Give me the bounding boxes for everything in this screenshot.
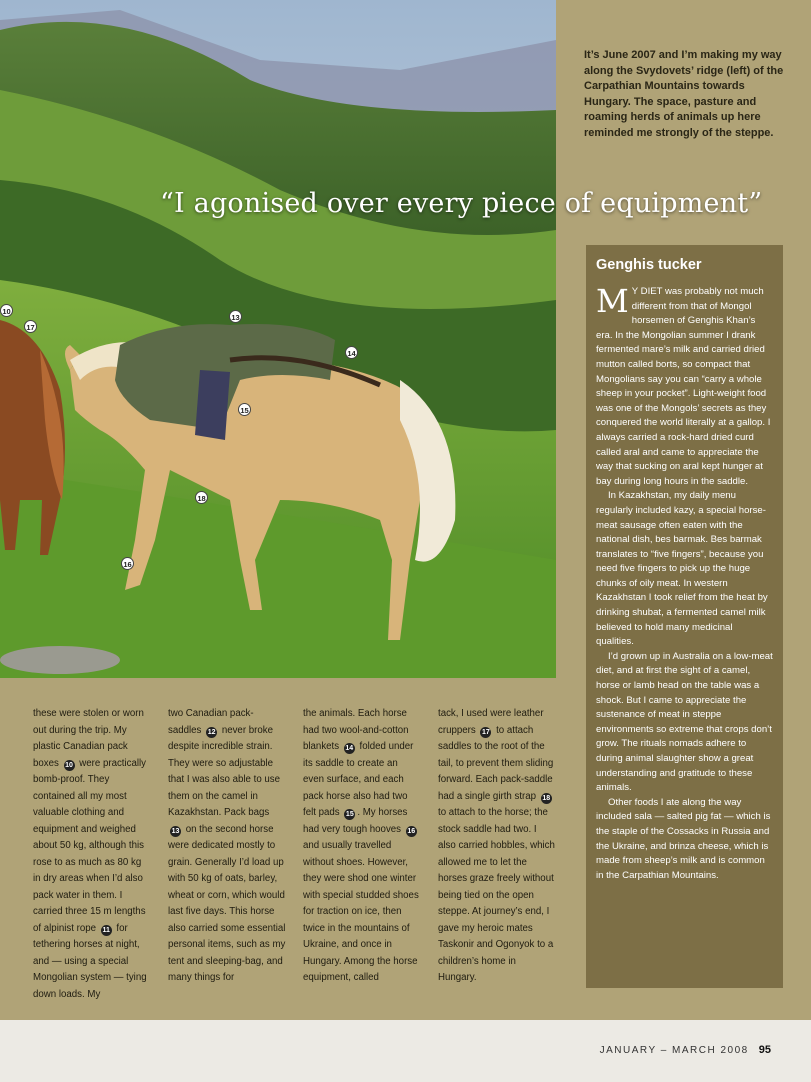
sidebar-paragraph-2: In Kazakhstan, my daily menu regularly included kazy, a special horse-meat sausage often eaten with the national dish, bes barmak. Bes barmak translates to “five fingers”, because you need five fingers to pick up the huge chunks of oily meat. In western Kazakhstan I took relief from the heat by drinking shubat, a fermented camel milk believed to hold many medicinal qualities. [596,490,768,648]
text-column-4 [438,706,556,987]
col4-text-a: tack, I used were leather cruppers [438,708,544,736]
page-number: 95 [758,1044,771,1056]
sidebar-paragraph-3: I’d grown up in Australia on a low-meat diet, and at first the sight of a camel, horse or lamb head on the table was a shock. But I came to appreciate the sustenance of meat in steppe environments so extreme that crops don’t grow. The rituals nomads adhere to during animal slaughter show a great understanding and gratitude to these animals. [596,650,773,794]
issue-date: JANUARY – MARCH 2008 [599,1045,749,1056]
photo-marker-17: 17 [24,320,37,333]
marker-18: 18 [542,794,551,802]
drop-cap: M [596,282,629,320]
photo-marker-15: 15 [238,403,251,416]
text-column-1 [33,706,151,1003]
folio [600,1044,771,1056]
marker-15: 15 [345,811,354,818]
text-column-3 [303,706,421,987]
mountain-scene-illustration [0,0,556,678]
marker-12: 12 [207,728,216,736]
marker-14: 14 [345,745,354,752]
photo-marker-14: 14 [345,346,358,359]
photo-marker-18: 18 [195,491,208,504]
marker-16: 16 [407,827,416,835]
col3-text-a: the animals. Each horse had two wool-and-cotton blankets [303,708,409,752]
marker-10: 10 [65,761,73,769]
photo-marker-10: 10 [0,304,13,317]
col3-text-b: folded under its saddle to create an even surface, and each pack horse also had two felt pads [303,741,414,818]
col3-text-c: . My horses had very tough hooves [303,807,408,835]
col2-text-b: never broke despite incredible strain. They were so adjustable that I was also able to use them on the camel in Kazakhstan. Pack bags [168,724,281,818]
sidebar-text-1: Y DIET was probably not much different from that of Mongol horsemen of Genghis Khan’s era. In the Mongolian summer I drank fermented mare’s milk and carried dried mutton called borts, so compact that Mongolians say you can “carry a whole sheep in your pocket”. Light-weight food was one of the Mongols’ secrets as they conquered the world literally at a gallop. I always carried a rock-hard dried curd called aral and came to appreciate the way that sucking on aral kept hunger at bay during long hours in the saddle. [596,286,771,487]
marker-17: 17 [482,728,490,736]
col2-text-c: on the second horse were dedicated mostly to grain. Generally I’d load up with 50 kg of oats, barley, wheat or corn, which would last five days. This horse also carried some essential personal items, such as my tent and sleeping-bag, and many things for [168,823,286,983]
col1-text-a: these were stolen or worn out during the trip. My plastic Canadian pack boxes [33,708,144,769]
sidebar-title: Genghis tucker [596,257,702,273]
horse-photo [0,0,556,678]
col4-text-b: to attach saddles to the root of the tail, to prevent them sliding forward. Each pack-saddle had a single girth strap [438,724,554,802]
photo-caption: It’s June 2007 and I’m making my way along the Svydovets’ ridge (left) of the Carpathian Mountains towards Hungary. The space, pasture and roaming herds of animals up here reminded me strongly of the steppe. [584,49,784,139]
text-column-2 [168,706,286,987]
pull-quote: “I agonised over every piece of equipment” [160,188,763,219]
sidebar-paragraph-4: Other foods I ate along the way included sala — salted pig fat — which is the staple of the Cossacks in Russia and the Ukraine, and brinza cheese, which is made from sheep’s milk and is common in the Carpathian Mountains. [596,796,771,881]
col1-text-c: for tethering horses at night, and — using a special Mongolian system — tying down loads. My [33,922,147,1000]
col2-text-a: two Canadian pack-saddles [168,708,254,736]
photo-marker-13: 13 [229,310,242,323]
col1-text-b: were practically bomb-proof. They contained all my most valuable clothing and equipment and weighed about 50 kg, although this rose to as much as 80 kg in dry areas when I’d also pack water in them. I carried three 15 m lengths of alpinist rope [33,757,147,934]
marker-13: 13 [171,827,180,835]
col4-text-c: to attach to the horse; the stock saddle had two. I also carried hobbles, which allowed me to let the horses graze freely without being tied on the open steppe. At journey’s end, I gave my heroic mates Taskonir and Ogonyok to a children’s home in Hungary. [438,807,555,983]
marker-11: 11 [102,926,110,934]
col3-text-d: and usually travelled without shoes. However, they were shod one winter with special studded shoes for traction on ice, then twice in the mountains of Ukraine, and once in Hungary. Among the horse equipment, called [303,840,419,983]
photo-marker-16: 16 [121,557,134,570]
sidebar-paragraph-1 [596,282,773,489]
sidebar-box [586,245,783,988]
